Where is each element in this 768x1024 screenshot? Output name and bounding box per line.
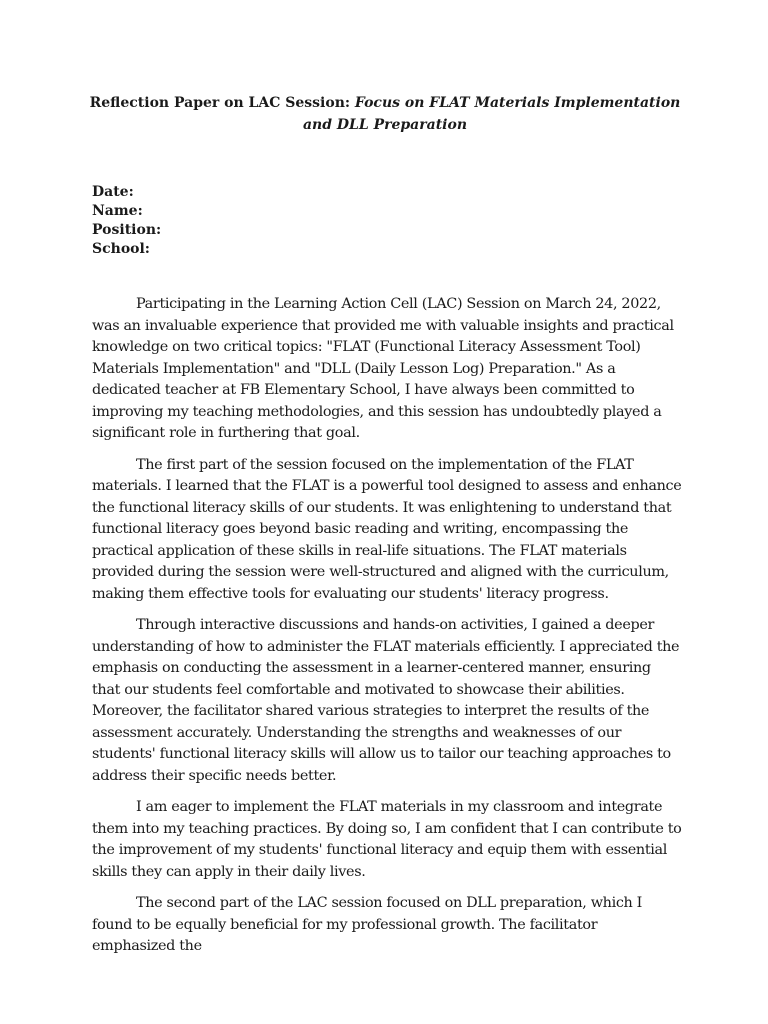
- paragraph-4: I am eager to implement the FLAT materials in my classroom and integrate them into my teaching practices. By doing so, I am confident that I can contribute to the improvement of my students' functional literacy and equip them with essential skills they can apply in their daily lives.: [92, 799, 682, 880]
- document-title: [80, 92, 690, 136]
- paragraph-5: The second part of the LAC session focused on DLL preparation, which I found to be equally beneficial for my professional growth. The facilitator emphasized the: [92, 895, 643, 954]
- title-subtitle: Focus on FLAT Materials Implementation and DLL Preparation: [302, 95, 681, 133]
- paragraph-3: Through interactive discussions and hands-on activities, I gained a deeper understanding of how to administer the FLAT materials efficiently. I appreciated the emphasis on conducting the assessment in a learner-centered manner, ensuring that our students feel comfortable and motivated to showcase their abilities. Moreover, the facilitator shared various strategies to interpret the results of the assessment accurately. Understanding the strengths and weaknesses of our students' functional literacy skills will allow us to tailor our teaching approaches to address their specific needs better.: [92, 617, 680, 784]
- paragraph-2: The first part of the session focused on the implementation of the FLAT materials. I learned that the FLAT is a powerful tool designed to assess and enhance the functional literacy skills of our students. It was enlightening to understand that functional literacy goes beyond basic reading and writing, encompassing the practical application of these skills in real-life situations. The FLAT materials provided during the session were well-structured and aligned with the curriculum, making them effective tools for evaluating our students' literacy progress.: [92, 456, 682, 602]
- title-main: Reflection Paper on LAC Session:: [89, 95, 355, 111]
- field-school: School:: [92, 241, 150, 257]
- paragraph-1: Participating in the Learning Action Cell (LAC) Session on March 24, 2022, was an invaluable experience that provided me with valuable insights and practical knowledge on two critical topics: "FLAT (Functional Literacy Assessment Tool) Materials Implementation" and "DLL (Daily Lesson Log) Preparation." As a dedicated teacher at FB Elementary School, I have always been committed to improving my teaching methodologies, and this session has undoubtedly played a significant role in furthering that goal.: [92, 296, 674, 441]
- document-body: [92, 294, 682, 968]
- field-position: Position:: [92, 222, 162, 238]
- header-fields: [92, 183, 161, 259]
- field-date: Date:: [92, 184, 134, 200]
- field-name: Name:: [92, 203, 143, 219]
